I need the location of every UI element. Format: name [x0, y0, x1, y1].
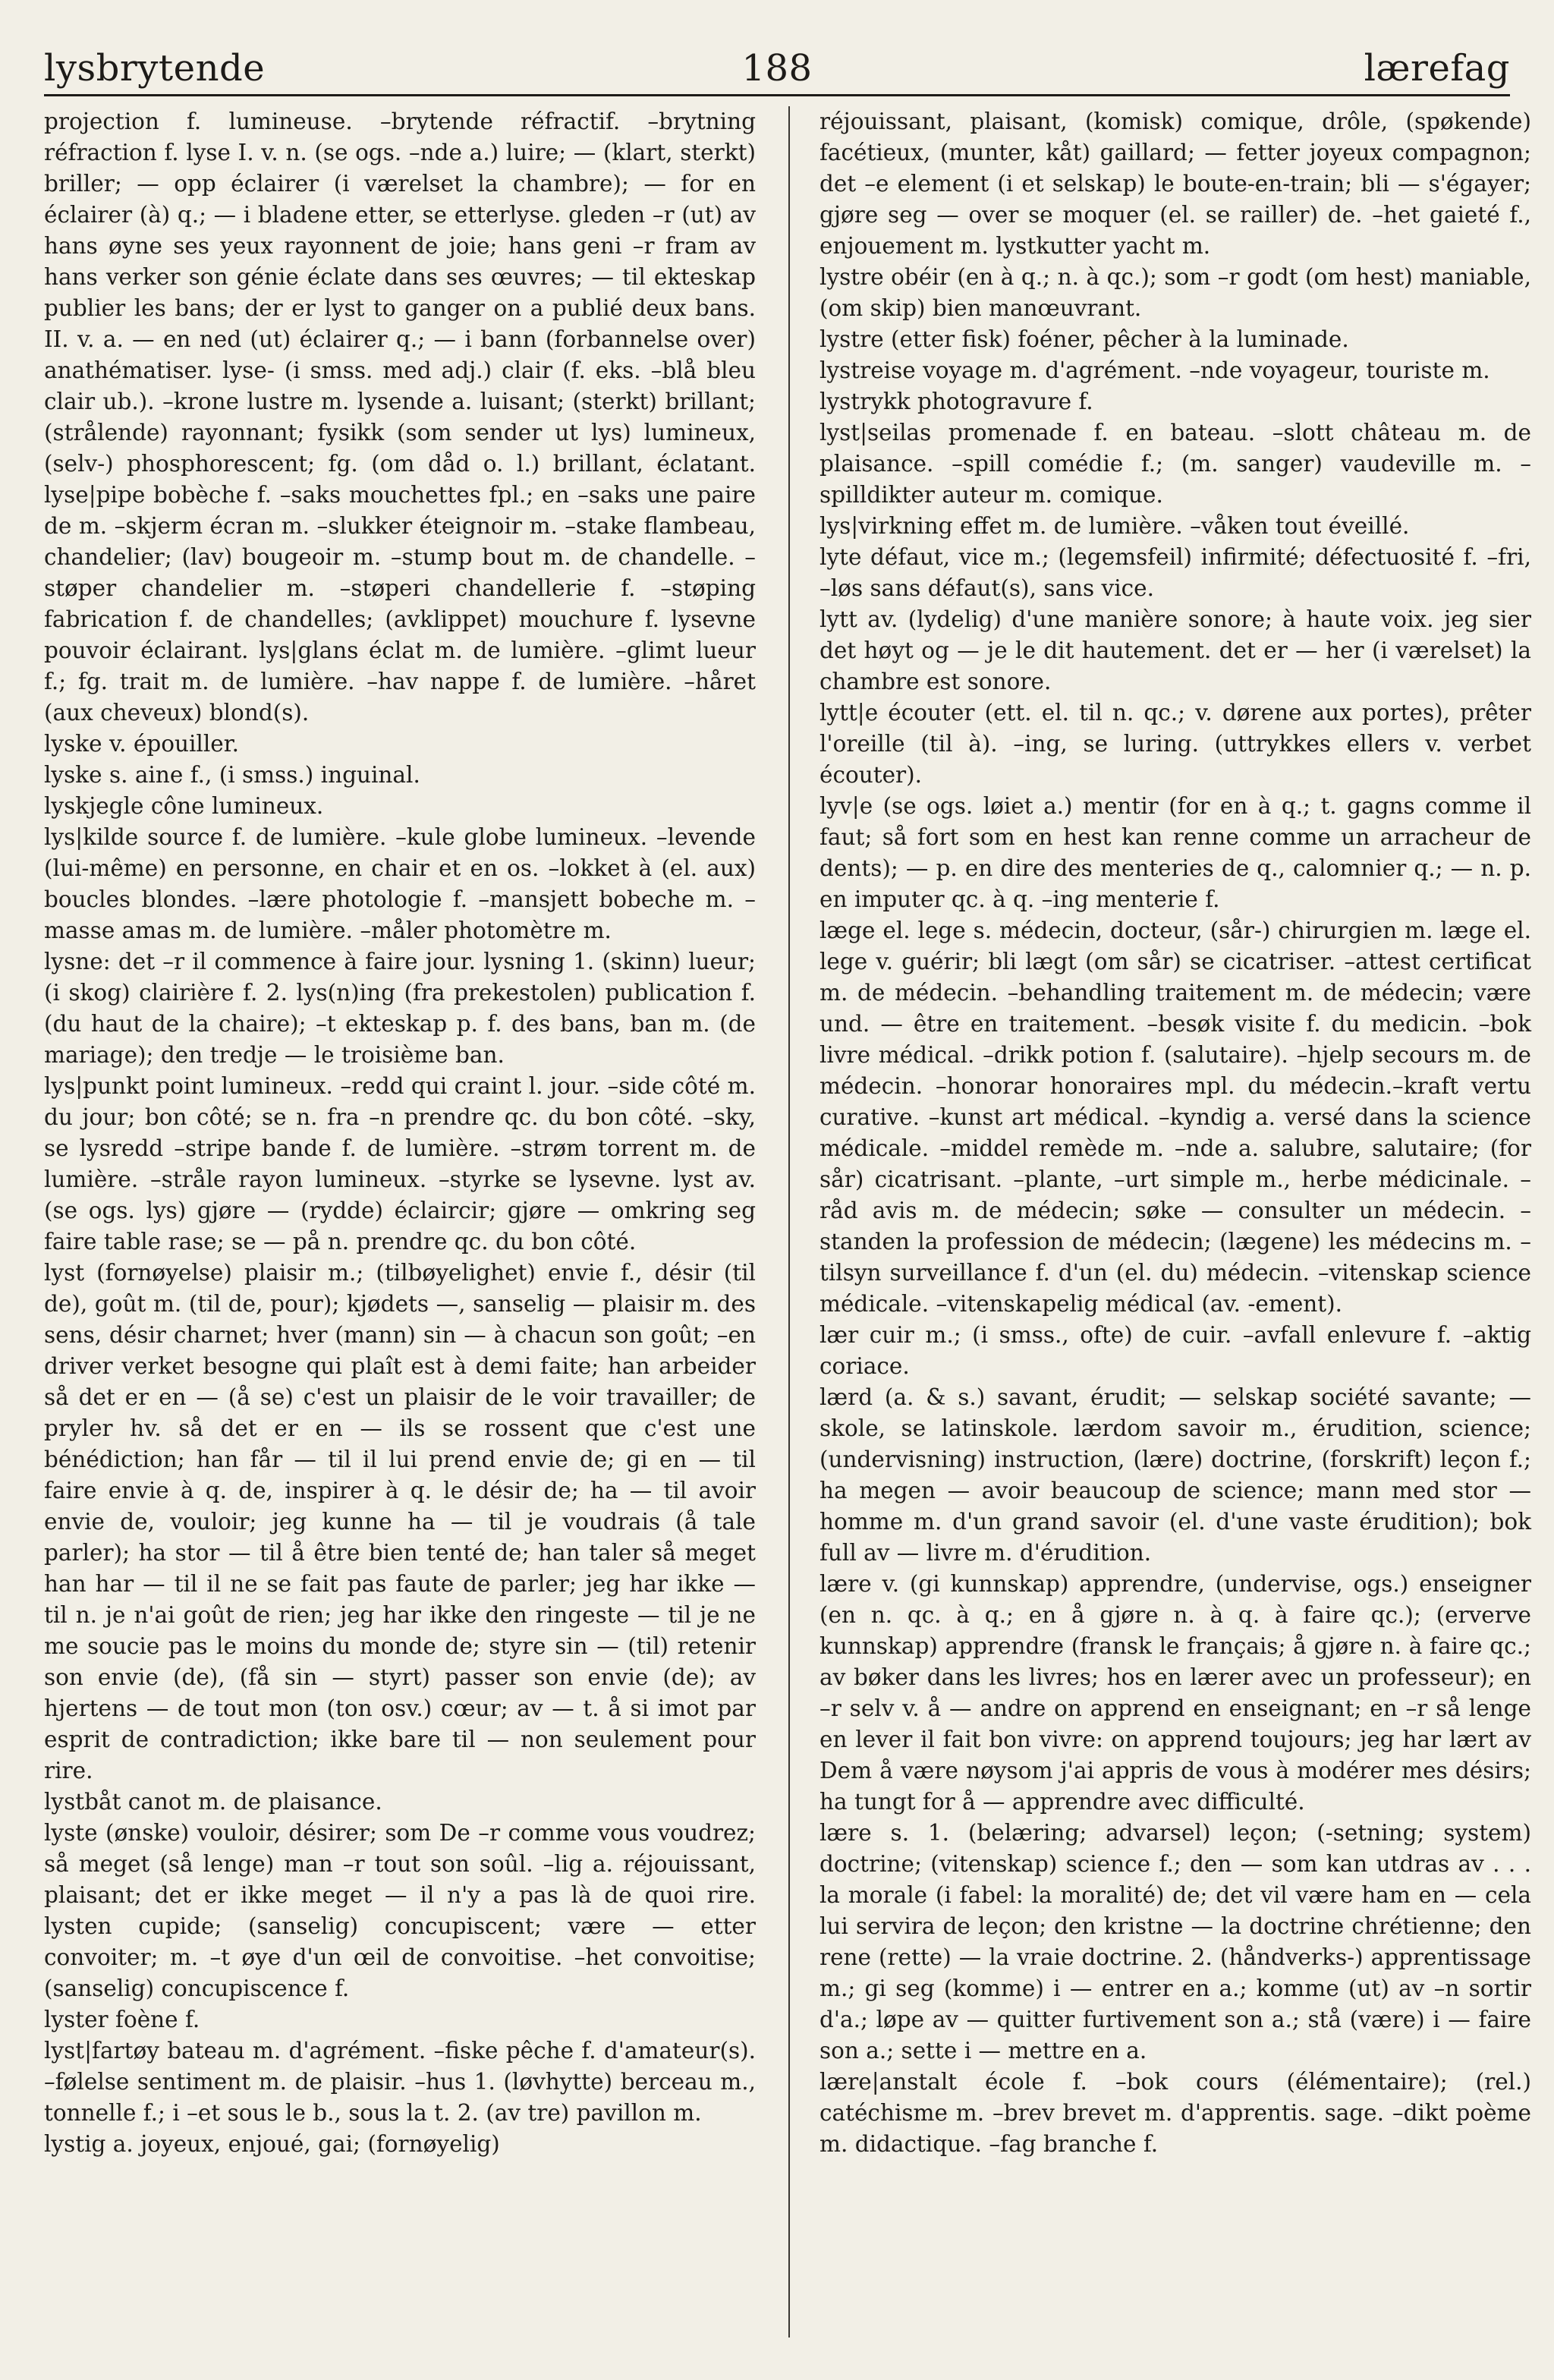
left-column: [44, 106, 756, 2160]
dictionary-entry: lyv|e (se ogs. løiet a.) mentir (for en à q.; t. gagns comme il faut; så fort som en hest kan renne comme un arracheur de dents); — p. en dire des menteries de q., calomnier q.; — n. p. en imputer qc. à q. –ing menterie f.: [819, 793, 1531, 912]
right-column: [819, 106, 1531, 2160]
dictionary-entry: lyske v. épouiller.: [44, 731, 239, 757]
dictionary-entry: lystig a. joyeux, enjoué, gai; (fornøyelig): [44, 2131, 500, 2157]
dictionary-entry: lære s. 1. (belæring; advarsel) leçon; (-setning; system) doctrine; (vitenskap) science f.; den — som kan utdras av . . . la morale (i fabel: la moralité) de; det vil være ham en — cela lui servira de leçon; den kristne — la doctrine chrétienne; den rene (rette) — la vraie doctrine. 2. (håndverks-) apprentissage m.; gi seg (komme) i — entrer en a.; komme (ut) av –n sortir d'a.; løpe av — quitter furtivement son a.; stå (være) i — faire son a.; sette i — mettre en a.: [819, 1820, 1531, 2064]
dictionary-entry: lyst (fornøyelse) plaisir m.; (tilbøyelighet) envie f., désir (til de), goût m. (til de, pour); kjødets —, sanselig — plaisir m. des sens, désir charnet; hver (mann) sin — à chacun son goût; –en driver verket besogne qui plaît est à demi faite; han arbeider så det er en — (å se) c'est un plaisir de le voir travailler; de pryler hv. så det er en — ils se rossent que c'est une bénédiction; han får — til il lui prend envie de; gi en — til faire envie à q. de, inspirer à q. le désir de; ha — til avoir envie de, vouloir; jeg kunne ha — til je voudrais (å tale parler); ha stor — til å être bien tenté de; han taler så meget han har — til il ne se fait pas faute de parler; jeg har ikke — til n. je n'ai goût de rien; jeg har ikke den ringeste — til je ne me soucie pas le moins du monde de; styre sin — (til) retenir son envie (de), (få sin — styrt) passer son envie (de); av hjertens — de tout mon (ton osv.) cœur; av — t. å si imot par esprit de contradiction; ikke bare til — non seulement pour rire.: [44, 1260, 756, 1783]
page-number: 188: [741, 47, 813, 90]
dictionary-entry: lystreise voyage m. d'agrément. –nde voyageur, touriste m.: [819, 357, 1490, 383]
dictionary-entry: projection f. lumineuse. –brytende réfractif. –brytning réfraction f. lyse I. v. n. (se ogs. –nde a.) luire; — (klart, sterkt) briller; — opp éclairer (i værelset la chambre); — for en éclairer (à) q.; — i bladene etter, se etterlyse. gleden –r (ut) av hans øyne ses yeux rayonnent de joie; hans geni –r fram av hans verker son génie éclate dans ses œuvres; — til ekteskap publier les bans; der er lyst to ganger on a publié deux bans. II. v. a. — en ned (ut) éclairer q.; — i bann (forbannelse over) anathématiser. lyse- (i smss. med adj.) clair (f. eks. –blå bleu clair ub.). –krone lustre m. lysende a. luisant; (sterkt) brillant; (strålende) rayonnant; fysikk (som sender ut lys) lumineux, (selv-) phosphorescent; fg. (om dåd o. l.) brillant, éclatant. lyse|pipe bobèche f. –saks mouchettes fpl.; en –saks une paire de m. –skjerm écran m. –slukker éteignoir m. –stake flambeau, chandelier; (lav) bougeoir m. –stump bout m. de chandelle. –støper chandelier m. –støperi chandellerie f. –støping fabrication f. de chandelles; (avklippet) mouchure f. lysevne pouvoir éclairant. lys|glans éclat m. de lumière. –glimt lueur f.; fg. trait m. de lumière. –hav nappe f. de lumière. –håret (aux cheveux) blond(s).: [44, 109, 756, 726]
dictionary-entry: lyskjegle cône lumineux.: [44, 793, 324, 819]
dictionary-entry: lyte défaut, vice m.; (legemsfeil) infirmité; défectuosité f. –fri, –løs sans défaut(s), sans vice.: [819, 544, 1531, 601]
dictionary-entry: lyst|seilas promenade f. en bateau. –slott château m. de plaisance. –spill comédie f.; (m. sanger) vaudeville m. –spilldikter auteur m. comique.: [819, 420, 1531, 508]
dictionary-entry: lyst|fartøy bateau m. d'agrément. –fiske pêche f. d'amateur(s). –følelse sentiment m. de plaisir. –hus 1. (løvhytte) berceau m., tonnelle f.; i –et sous le b., sous la t. 2. (av tre) pavillon m.: [44, 2038, 756, 2126]
page-header: [44, 29, 1510, 90]
dictionary-entry: lærd (a. & s.) savant, érudit; — selskap société savante; — skole, se latinskole. lærdom savoir m., érudition, science; (undervisning) instruction, (lære) doctrine, (forskrift) leçon f.; ha megen — avoir beaucoup de science; mann med stor — homme m. d'un grand savoir (el. d'une vaste érudition); bok full av — livre m. d'érudition.: [819, 1384, 1531, 1566]
dictionary-entry: réjouissant, plaisant, (komisk) comique, drôle, (spøkende) facétieux, (munter, kåt) gaillard; — fetter joyeux compagnon; det –e element (i et selskap) le boute-en-train; bli — s'égayer; gjøre seg — over se moquer (el. se railler) de. –het gaieté f., enjouement m. lystkutter yacht m.: [819, 109, 1531, 259]
dictionary-entry: lytt|e écouter (ett. el. til n. qc.; v. dørene aux portes), prêter l'oreille (til à). –ing, se luring. (uttrykkes ellers v. verbet écouter).: [819, 700, 1531, 788]
right-guide-word: lærefag: [1364, 47, 1510, 90]
left-guide-word: lysbrytende: [44, 47, 266, 90]
column-divider: [788, 106, 790, 2338]
dictionary-entry: lystbåt canot m. de plaisance.: [44, 1789, 382, 1815]
dictionary-entry: lys|punkt point lumineux. –redd qui craint l. jour. –side côté m. du jour; bon côté; se n. fra –n prendre qc. du bon côté. –sky, se lysredd –stripe bande f. de lumière. –strøm torrent m. de lumière. –stråle rayon lumineux. –styrke se lysevne. lyst av. (se ogs. lys) gjøre — (rydde) éclaircir; gjøre — omkring seg faire table rase; se — på n. prendre qc. du bon côté.: [44, 1073, 756, 1255]
dictionary-entry: lytt av. (lydelig) d'une manière sonore; à haute voix. jeg sier det høyt og — je le dit hautement. det er — her (i værelset) la chambre est sonore.: [819, 606, 1531, 694]
dictionary-entry: lær cuir m.; (i smss., ofte) de cuir. –avfall enlevure f. –aktig coriace.: [819, 1322, 1531, 1379]
dictionary-entry: lys|virkning effet m. de lumière. –våken tout éveillé.: [819, 513, 1410, 539]
dictionary-entry: lære v. (gi kunnskap) apprendre, (undervise, ogs.) enseigner (en n. qc. à q.; en å gjøre n. à q. à faire qc.); (erverve kunnskap) apprendre (fransk le français; å gjøre n. à faire qc.; av bøker dans les livres; hos en lærer avec un professeur); en –r selv v. å — andre on apprend en enseignant; en –r så lenge en lever il fait bon vivre: on apprend toujours; jeg har lært av Dem å være nøysom j'ai appris de vous à modérer mes désirs; ha tungt for å — apprendre avec difficulté.: [819, 1571, 1531, 1815]
dictionary-entry: lyste (ønske) vouloir, désirer; som De –r comme vous voudrez; så meget (så lenge) man –r tout son soûl. –lig a. réjouissant, plaisant; det er ikke meget — il n'y a pas là de quoi rire. lysten cupide; (sanselig) concupiscent; være — etter convoiter; m. –t øye d'un œil de convoitise. –het convoitise; (sanselig) concupiscence f.: [44, 1820, 756, 2001]
dictionary-entry: lystre (etter fisk) foéner, pêcher à la luminade.: [819, 326, 1349, 352]
dictionary-entry: lære|anstalt école f. –bok cours (élémentaire); (rel.) catéchisme m. –brev brevet m. d'apprentis. sage. –dikt poème m. didactique. –fag branche f.: [819, 2069, 1531, 2157]
header-rule: [44, 94, 1510, 96]
dictionary-entry: lyske s. aine f., (i smss.) inguinal.: [44, 762, 420, 788]
dictionary-entry: lysne: det –r il commence à faire jour. lysning 1. (skinn) lueur; (i skog) clairière f. 2. lys(n)ing (fra prekestolen) publication f. (du haut de la chaire); –t ekteskap p. f. des bans, ban m. (de mariage); den tredje — le troisième ban.: [44, 949, 756, 1068]
dictionary-entry: lyster foène f.: [44, 2007, 200, 2032]
dictionary-entry: lystre obéir (en à q.; n. à qc.); som –r godt (om hest) maniable, (om skip) bien manœuvrant.: [819, 264, 1531, 321]
dictionary-entry: lys|kilde source f. de lumière. –kule globe lumineux. –levende (lui-même) en personne, en chair et en os. –lokket à (el. aux) boucles blondes. –lære photologie f. –mansjett bobeche m. –masse amas m. de lumière. –måler photomètre m.: [44, 824, 756, 943]
dictionary-entry: lystrykk photogravure f.: [819, 389, 1093, 414]
dictionary-entry: læge el. lege s. médecin, docteur, (sår-) chirurgien m. læge el. lege v. guérir; bli lægt (om sår) se cicatriser. –attest certificat m. de médecin. –behandling traitement m. de médecin; være und. — être en traitement. –besøk visite f. du medicin. –bok livre médical. –drikk potion f. (salutaire). –hjelp secours m. de médecin. –honorar honoraires mpl. du médecin.–kraft vertu curative. –kunst art médical. –kyndig a. versé dans la science médicale. –middel remède m. –nde a. salubre, salutaire; (for sår) cicatrisant. –plante, –urt simple m., herbe médicinale. –råd avis m. de médecin; søke — consulter un médecin. –standen la profession de médecin; (lægene) les médecins m. –tilsyn surveillance f. d'un (el. du) médecin. –vitenskap science médicale. –vitenskapelig médical (av. -ement).: [819, 918, 1531, 1317]
